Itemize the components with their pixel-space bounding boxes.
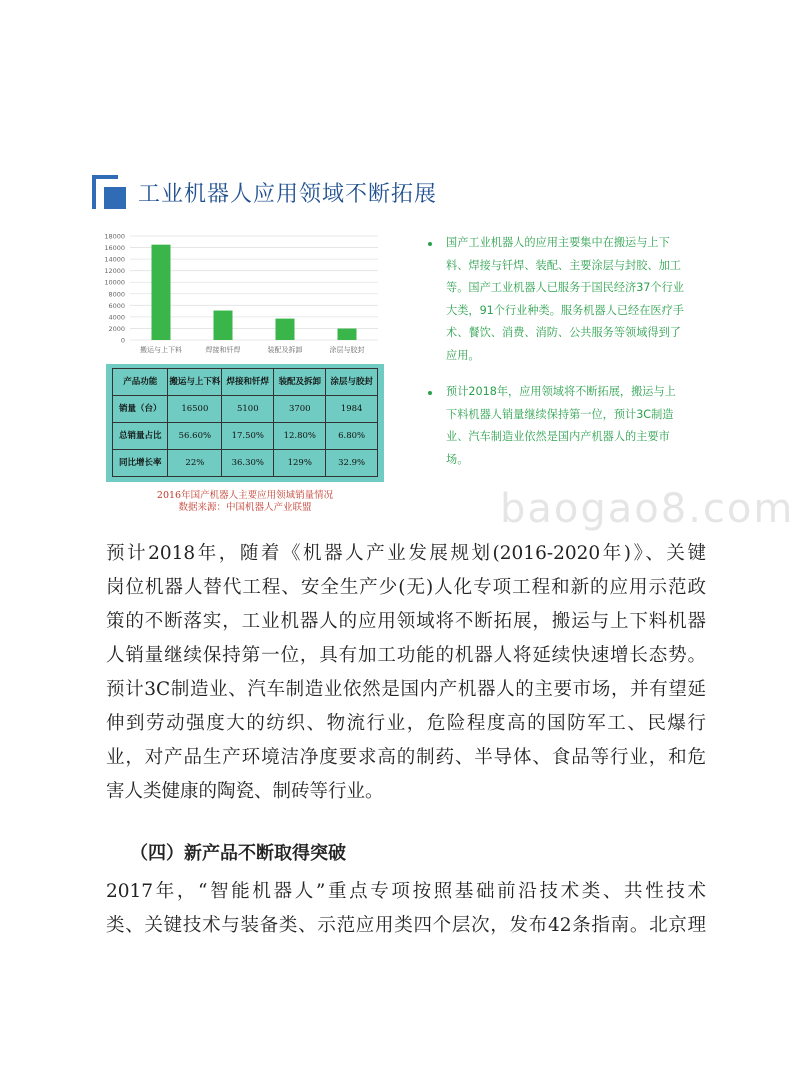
table-header-cell: 产品功能 [113, 369, 168, 396]
table-cell: 129% [274, 450, 326, 477]
table-row [113, 423, 378, 450]
y-tick-label: 2000 [108, 324, 125, 333]
table-cell: 17.50% [222, 423, 274, 450]
table-header-cell: 搬运与上下料 [168, 369, 222, 396]
table-header-row [113, 369, 378, 396]
y-tick-label: 0 [120, 336, 125, 345]
caption-source: 数据来源：中国机器人产业联盟 [178, 502, 312, 513]
y-tick-label: 4000 [108, 313, 125, 322]
y-tick-label: 14000 [104, 255, 125, 264]
text-line: 策的不断落实，工业机器人的应用领域将不断拓展，搬运与上下料机器 [106, 611, 706, 632]
x-tick-label: 装配及拆卸 [267, 346, 303, 354]
table-header-cell: 焊接和钎焊 [222, 369, 274, 396]
table-cell: 3700 [274, 396, 326, 423]
list-item [426, 381, 686, 471]
bullet-dot-icon [428, 391, 432, 395]
text-line: 预计3C制造业、汽车制造业依然是国内产机器人的主要市场，并有望延 [106, 679, 706, 700]
list-item [426, 232, 686, 367]
y-tick-label: 16000 [104, 244, 125, 253]
text-line: 预计2018年，随着《机器人产业发展规划(2016-2020年)》、关键 [106, 543, 706, 564]
table-header-cell: 涂层与胶封 [326, 369, 378, 396]
text-line: 人销量继续保持第一位，具有加工功能的机器人将延续快速增长态势。 [106, 645, 706, 666]
section-header [92, 173, 512, 213]
y-tick-label: 6000 [108, 301, 125, 310]
bar [276, 319, 295, 340]
watermark: baogao8.com [500, 486, 795, 532]
table-cell: 6.80% [326, 423, 378, 450]
paragraph-new-products [106, 875, 706, 943]
bar [152, 245, 171, 340]
chart-caption [106, 490, 384, 514]
paragraph-forecast [106, 537, 706, 809]
bullet-list [426, 232, 686, 485]
table-cell: 同比增长率 [113, 450, 168, 477]
bullet-dot-icon [428, 242, 432, 246]
table-cell: 16500 [168, 396, 222, 423]
x-tick-label: 涂层与胶封 [329, 346, 365, 354]
text-line: 2017年，“智能机器人”重点专项按照基础前沿技术类、共性技术 [106, 881, 706, 902]
table-cell: 56.60% [168, 423, 222, 450]
table-cell: 销量（台） [113, 396, 168, 423]
bullet-text: 国产工业机器人的应用主要集中在搬运与上下料、焊接与钎焊、装配、主要涂层与封胶、加工等。国产工业机器人已服务于国民经济37个行业大类，91个行业种类。服务机器人已经在医疗手术、餐饮、消费、消防、公共服务等领域得到了应用。 [446, 236, 684, 362]
subheading: （四）新产品不断取得突破 [130, 843, 346, 864]
table-cell: 22% [168, 450, 222, 477]
x-tick-label: 搬运与上下料 [140, 346, 182, 354]
section-title: 工业机器人应用领域不断拓展 [138, 182, 438, 207]
bar [214, 311, 233, 340]
sales-table [112, 368, 378, 477]
table-cell: 总销量占比 [113, 423, 168, 450]
caption-title: 2016年国产机器人主要应用领域销量情况 [156, 490, 334, 501]
table-row [113, 450, 378, 477]
text-line: 伸到劳动强度大的纺织、物流行业，危险程度高的国防军工、民爆行 [106, 713, 706, 734]
sales-bar-chart [96, 228, 386, 360]
text-line: 业，对产品生产环境洁净度要求高的制药、半导体、食品等行业，和危 [106, 747, 706, 768]
text-line: 类、关键技术与装备类、示范应用类四个层次，发布42条指南。北京理 [106, 915, 706, 936]
table-cell: 32.9% [326, 450, 378, 477]
sales-table-panel [106, 364, 384, 482]
table-cell: 36.30% [222, 450, 274, 477]
y-tick-label: 12000 [104, 267, 125, 276]
table-cell: 1984 [326, 396, 378, 423]
text-line: 害人类健康的陶瓷、制砖等行业。 [106, 781, 384, 802]
text-line: 岗位机器人替代工程、安全生产少(无)人化专项工程和新的应用示范政 [106, 577, 706, 598]
table-cell: 5100 [222, 396, 274, 423]
table-header-cell: 装配及拆卸 [274, 369, 326, 396]
table-row [113, 396, 378, 423]
x-tick-label: 焊接和钎焊 [205, 346, 241, 354]
square-bracket-icon [92, 175, 128, 211]
bullet-text: 预计2018年，应用领域将不断拓展，搬运与上下料机器人销量继续保持第一位，预计3C制造业、汽车制造业依然是国内产机器人的主要市场。 [446, 385, 676, 466]
table-cell: 12.80% [274, 423, 326, 450]
y-tick-label: 18000 [104, 232, 125, 241]
bar [338, 329, 357, 340]
y-tick-label: 10000 [104, 278, 125, 287]
y-tick-label: 8000 [108, 290, 125, 299]
